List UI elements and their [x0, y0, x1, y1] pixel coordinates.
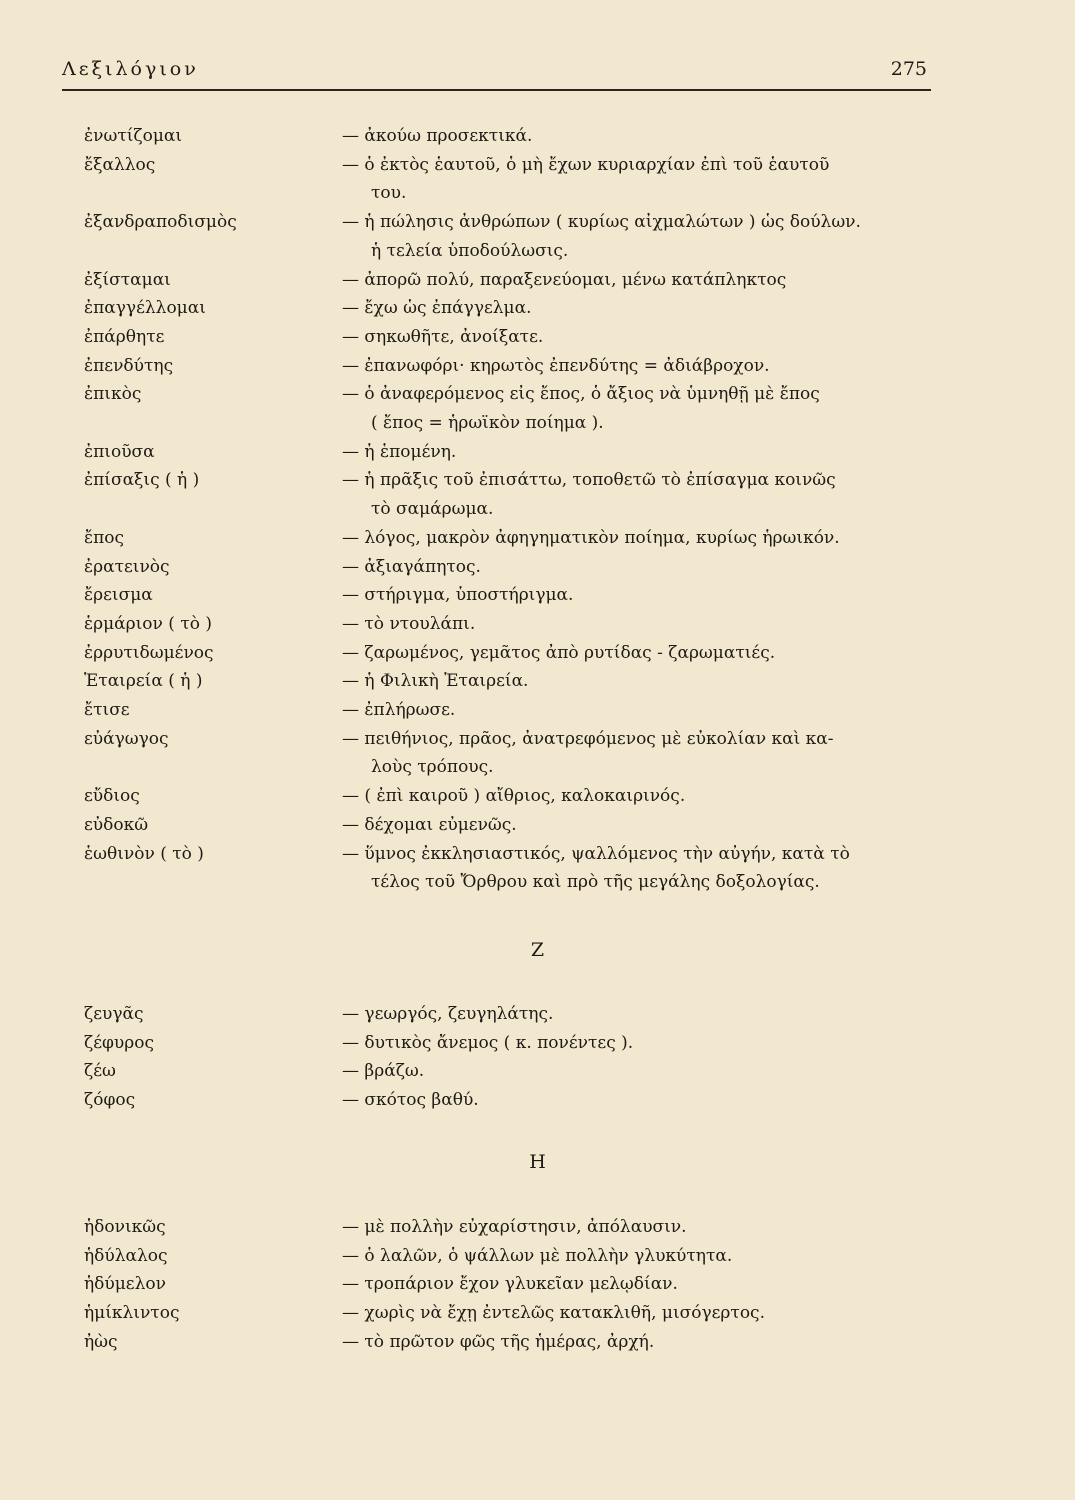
- entry-term: ἡμίκλιντος: [84, 1303, 180, 1324]
- entry-term: ἐνωτίζομαι: [84, 126, 183, 146]
- entry-term: ἐξανδραποδισμὸς: [84, 212, 237, 233]
- entry-definition: — ἐπανωφόρι· κηρωτὸς ἐπενδύτης = ἀδιάβροχον.: [342, 355, 770, 376]
- entry-definition-continuation: λοὺς τρόπους.: [371, 757, 494, 778]
- entry-term: ἐπιοῦσα: [84, 441, 155, 462]
- entry-definition: — σκότος βαθύ.: [342, 1090, 479, 1111]
- entry-definition: — σηκωθῆτε, ἀνοίξατε.: [342, 326, 544, 347]
- letter-heading-z: Ζ: [530, 939, 545, 961]
- entry-definition-continuation: του.: [371, 183, 407, 204]
- entry-definition: — ἔχω ὡς ἐπάγγελμα.: [342, 298, 532, 319]
- entry-definition: — ( ἐπὶ καιροῦ ) αἴθριος, καλοκαιρινός.: [342, 786, 686, 807]
- entry-term: ἐπάρθητε: [84, 326, 165, 347]
- entry-definition: — ὁ λαλῶν, ὁ ψάλλων μὲ πολλὴν γλυκύτητα.: [342, 1245, 733, 1266]
- entry-term: ἐρρυτιδωμένος: [84, 642, 214, 663]
- entry-term: ἐπίσαξις ( ἡ ): [84, 470, 200, 491]
- entry-term: εὔδιος: [84, 786, 140, 807]
- entry-term: εὐάγωγος: [84, 728, 169, 749]
- entry-definition: — ὁ ἀναφερόμενος εἰς ἔπος, ὁ ἄξιος νὰ ὑμνηθῇ μὲ ἔπος: [342, 384, 820, 405]
- entry-definition-continuation: τέλος τοῦ Ὄρθρου καὶ πρὸ τῆς μεγάλης δοξολογίας.: [371, 872, 820, 893]
- page-header: [62, 58, 927, 88]
- entry-definition: — μὲ πολλὴν εὐχαρίστησιν, ἀπόλαυσιν.: [342, 1217, 687, 1237]
- entry-term: εὐδοκῶ: [84, 814, 149, 835]
- entry-term: ἔτισε: [84, 700, 130, 720]
- entry-definition: — ἡ πρᾶξις τοῦ ἐπισάττω, τοποθετῶ τὸ ἐπίσαγμα κοινῶς: [342, 470, 836, 491]
- entry-definition: — στήριγμα, ὑποστήριγμα.: [342, 585, 574, 606]
- entry-definition-continuation: ( ἔπος = ἡρωϊκὸν ποίημα ).: [371, 412, 604, 433]
- entry-definition: — ἐπλήρωσε.: [342, 700, 456, 720]
- entry-definition: — βράζω.: [342, 1061, 425, 1082]
- entry-term: ἔξαλλος: [84, 154, 156, 175]
- entry-term: ζευγᾶς: [84, 1004, 144, 1024]
- entry-term: ἑρμάριον ( τὸ ): [84, 613, 212, 634]
- entry-definition: — ἀπορῶ πολύ, παραξενεύομαι, μένω κατάπληκτος: [342, 269, 787, 290]
- entry-definition: — τὸ πρῶτον φῶς τῆς ἡμέρας, ἀρχή.: [342, 1331, 655, 1352]
- letter-heading-h: Η: [529, 1151, 546, 1173]
- entry-term: ζέω: [84, 1061, 116, 1082]
- entry-term: ζόφος: [84, 1090, 136, 1111]
- entry-term: ἐπενδύτης: [84, 355, 174, 376]
- entry-definition: — ὕμνος ἐκκλησιαστικός, ψαλλόμενος τὴν αὐγήν, κατὰ τὸ: [342, 843, 850, 864]
- entry-term: ἡδονικῶς: [84, 1217, 166, 1237]
- entry-definition-continuation: τὸ σαμάρωμα.: [371, 499, 494, 520]
- entry-definition: — τροπάριον ἔχον γλυκεῖαν μελῳδίαν.: [342, 1274, 678, 1295]
- running-title: Λεξιλόγιον: [62, 58, 199, 80]
- entry-definition: — γεωργός, ζευγηλάτης.: [342, 1004, 554, 1024]
- entry-definition: — λόγος, μακρὸν ἀφηγηματικὸν ποίημα, κυρίως ἡρωικόν.: [342, 527, 840, 548]
- entry-term: ἔρεισμα: [84, 585, 153, 606]
- page-number: 275: [890, 58, 927, 80]
- entry-term: ἐπαγγέλλομαι: [84, 298, 206, 319]
- entry-term: ἠὼς: [84, 1331, 118, 1352]
- entry-definition: — χωρὶς νὰ ἔχῃ ἐντελῶς κατακλιθῆ, μισόγερτος.: [342, 1303, 765, 1324]
- entry-term: ζέφυρος: [84, 1032, 155, 1053]
- entry-definition: — δυτικὸς ἄνεμος ( κ. πονέντες ).: [342, 1032, 634, 1053]
- entry-definition: — πειθήνιος, πρᾶος, ἀνατρεφόμενος μὲ εὐκολίαν καὶ κα-: [342, 728, 834, 749]
- entry-definition: — ἡ πώλησις ἀνθρώπων ( κυρίως αἰχμαλώτων ) ὡς δούλων.: [342, 212, 861, 233]
- entry-definition: — ζαρωμένος, γεμᾶτος ἀπὸ ρυτίδας - ζαρωματιές.: [342, 642, 776, 663]
- entry-definition: — ἡ ἑπομένη.: [342, 441, 457, 462]
- header-rule: [62, 89, 931, 91]
- entry-definition: — ἀξιαγάπητος.: [342, 556, 481, 577]
- entry-term: ἔπος: [84, 527, 125, 548]
- entry-definition: — τὸ ντουλάπι.: [342, 613, 476, 634]
- entry-term: ἡδύλαλος: [84, 1245, 168, 1266]
- entry-term: ἐξίσταμαι: [84, 269, 171, 290]
- entry-definition: — ἡ Φιλικὴ Ἑταιρεία.: [342, 671, 529, 692]
- entry-definition: — δέχομαι εὐμενῶς.: [342, 814, 517, 835]
- entry-term: ἡδύμελον: [84, 1274, 166, 1295]
- entry-term: Ἑταιρεία ( ἡ ): [84, 671, 203, 692]
- entry-term: ἑωθινὸν ( τὸ ): [84, 843, 204, 864]
- entry-term: ἐπικὸς: [84, 384, 142, 405]
- entry-definition: — ὁ ἐκτὸς ἑαυτοῦ, ὁ μὴ ἔχων κυριαρχίαν ἐπὶ τοῦ ἑαυτοῦ: [342, 154, 830, 175]
- entry-definition-continuation: ἡ τελεία ὑποδούλωσις.: [371, 240, 569, 261]
- entry-term: ἐρατεινὸς: [84, 556, 170, 577]
- entry-definition: — ἀκούω προσεκτικά.: [342, 126, 533, 146]
